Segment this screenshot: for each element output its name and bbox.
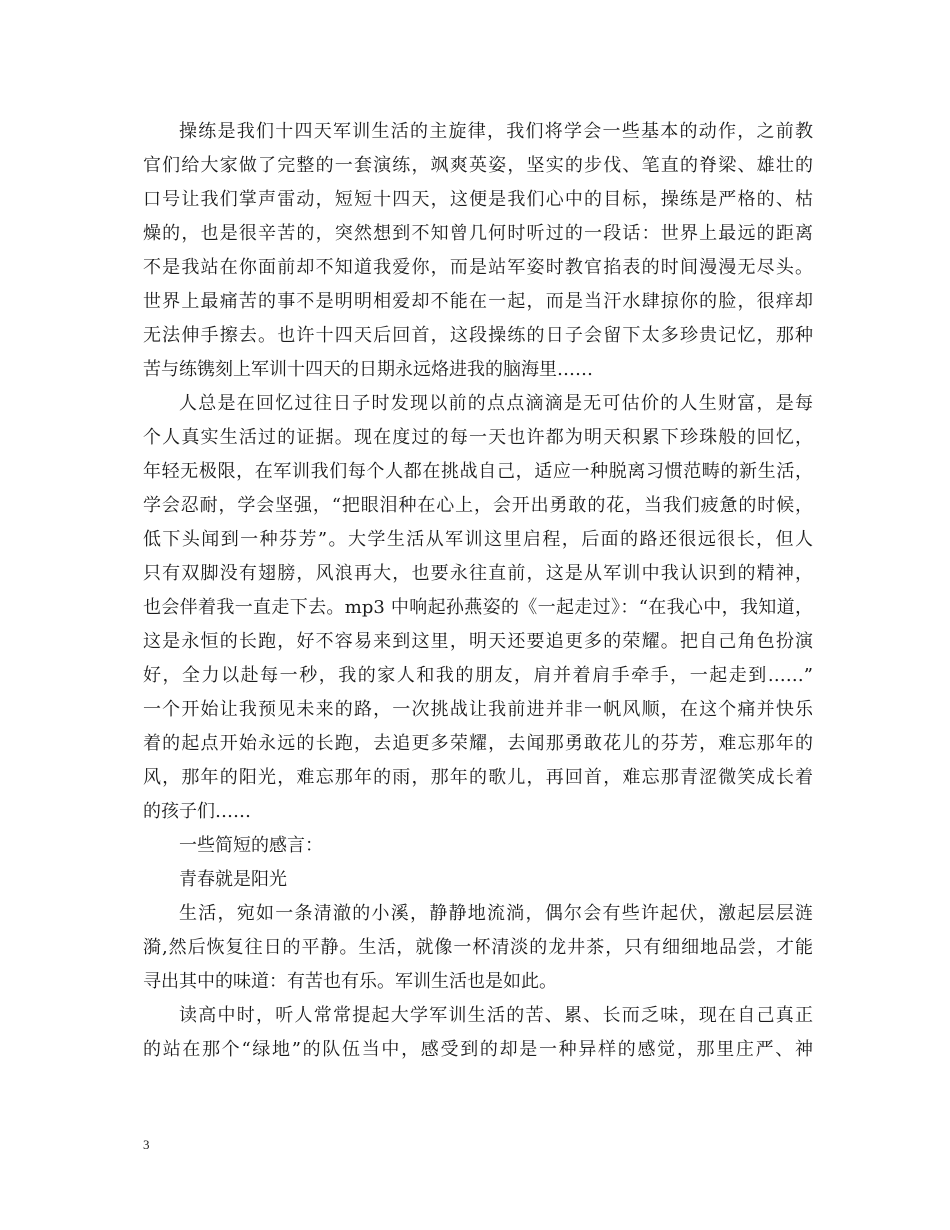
text-line: 着的起点开始永远的长跑，去追更多荣耀，去闻那勇敢花儿的芬芳，难忘那年的 <box>143 733 813 754</box>
text-line: 个人真实生活过的证据。现在度过的每一天也许都为明天积累下珍珠般的回忆， <box>143 427 813 448</box>
text-line: 世界上最痛苦的事不是明明相爱却不能在一起，而是当汗水肆掠你的脸，很痒却 <box>143 291 813 312</box>
text-line: 一些简短的感言： <box>179 835 323 856</box>
text-line: 只有双脚没有翅膀，风浪再大，也要永往直前，这是从军训中我认识到的精神， <box>143 563 813 584</box>
text-line: 燥的，也是很辛苦的，突然想到不知曾几何时听过的一段话：世界上最远的距离 <box>143 223 813 244</box>
text-line: 好，全力以赴每一秒，我的家人和我的朋友，肩并着肩手牵手，一起走到……” <box>143 665 813 686</box>
body-text <box>143 115 813 1067</box>
text-line: 一个开始让我预见未来的路，一次挑战让我前进并非一帆风顺，在这个痛并快乐 <box>143 699 813 720</box>
text-line: 苦与练镌刻上军训十四天的日期永远烙进我的脑海里…… <box>143 359 593 380</box>
text-line: 的站在那个“绿地”的队伍当中，感受到的却是一种异样的感觉，那里庄严、神 <box>143 1039 813 1060</box>
text-line: 口号让我们掌声雷动，短短十四天，这便是我们心中的目标，操练是严格的、枯 <box>143 189 813 210</box>
text-line: 漪,然后恢复往日的平静。生活，就像一杯清淡的龙井茶，只有细细地品尝，才能 <box>143 937 813 958</box>
page-number: 3 <box>143 1137 150 1152</box>
text-line: 不是我站在你面前却不知道我爱你，而是站军姿时教官掐表的时间漫漫无尽头。 <box>143 257 813 278</box>
text-line: 也会伴着我一直走下去。mp3 中响起孙燕姿的《一起走过》：“在我心中，我知道， <box>143 597 813 618</box>
text-line: 年轻无极限，在军训我们每个人都在挑战自己，适应一种脱离习惯范畴的新生活， <box>143 461 813 482</box>
text-line: 官们给大家做了完整的一套演练，飒爽英姿，坚实的步伐、笔直的脊梁、雄壮的 <box>143 155 813 176</box>
text-line: 的孩子们…… <box>143 801 251 822</box>
text-line: 人总是在回忆过往日子时发现以前的点点滴滴是无可估价的人生财富，是每 <box>179 393 813 414</box>
text-line: 青春就是阳光 <box>179 869 287 890</box>
text-line: 风，那年的阳光，难忘那年的雨，那年的歌儿，再回首，难忘那青涩微笑成长着 <box>143 767 813 788</box>
text-line: 这是永恒的长跑，好不容易来到这里，明天还要追更多的荣耀。把自己角色扮演 <box>143 631 813 652</box>
text-line: 寻出其中的味道：有苦也有乐。军训生活也是如此。 <box>143 971 557 992</box>
text-line: 生活，宛如一条清澈的小溪，静静地流淌，偶尔会有些许起伏，激起层层涟 <box>179 903 813 924</box>
text-line: 低下头闻到一种芬芳”。大学生活从军训这里启程，后面的路还很远很长，但人 <box>143 529 813 550</box>
text-line: 无法伸手擦去。也许十四天后回首，这段操练的日子会留下太多珍贵记忆，那种 <box>143 325 813 346</box>
text-line: 操练是我们十四天军训生活的主旋律，我们将学会一些基本的动作，之前教 <box>179 121 813 142</box>
text-line: 学会忍耐，学会坚强，“把眼泪种在心上，会开出勇敢的花，当我们疲惫的时候， <box>143 495 813 516</box>
text-line: 读高中时，听人常常提起大学军训生活的苦、累、长而乏味，现在自己真正 <box>179 1005 813 1026</box>
